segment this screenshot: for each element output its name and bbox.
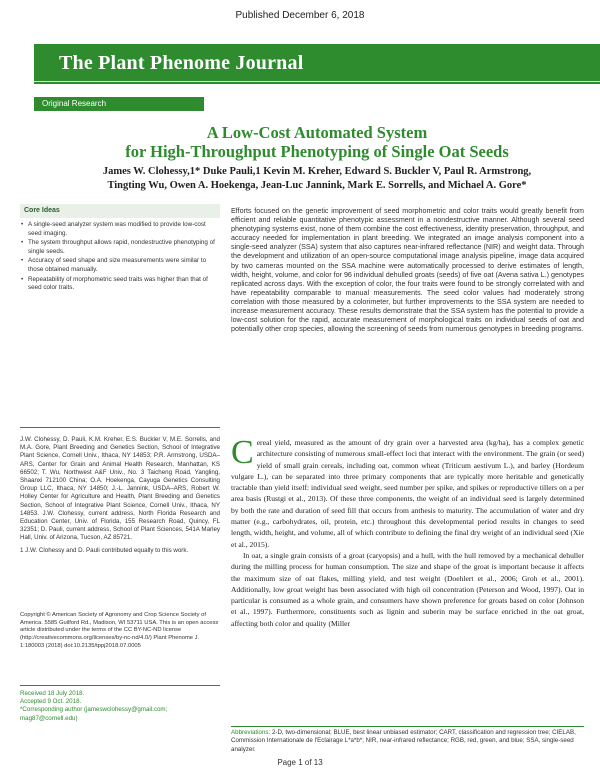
body-paragraph-2: In oat, a single grain consists of a groat (caryopsis) and a hull, with the hull removed by a mechanical dehuller during the milling process for human consumption. The size and shape of the groat is important because it affects the maximum size of oat flakes, milling yield, and test weight (Doehlert et al., 2006; Groh et al., 2001). Additionally, low groat weight has been associated with high oil concentration (Peterson and Wood, 1997). Oat in particular is consumed as a whole grain, and consumers have shown preference for groats based on color (Johnson et al., 1997). Furthermore, constituents such as lignin and suberin may be surface enriched in the oat groat, affecting both color and quality (Miller	[231, 550, 584, 628]
section-label: Original Research	[34, 97, 204, 111]
author-list	[34, 165, 600, 193]
core-idea-item: • The system throughput allows rapid, nondestructive phenotyping of single seeds.	[20, 239, 220, 256]
page-number: Page 1 of 13	[277, 758, 323, 767]
authors-line-1: James W. Clohessy,1* Duke Pauli,1 Kevin M. Kreher, Edward S. Buckler V, Paul R. Armstrong,	[102, 166, 532, 177]
core-ideas-heading: Core Ideas	[20, 204, 220, 218]
left-column-rule	[20, 427, 220, 428]
affiliations: J.W. Clohessy, D. Pauli, K.M. Kreher, E.S. Buckler V, M.E. Sorrells, and M.A. Gore, Plant Breeding and Genetics Section, School of Integrative Plant Science, Cornell Univ., Ithaca, NY 14853; P.R. Armstrong, USDA–ARS, Center for Grain and Animal Health Research, Manhattan, KS 66502; T. Wu, Northwest A&F Univ., No. 3 Taicheng Road, Yangling, Shaanxi 712100 China; O.A. Hoekenga, Cayuga Genetics Consulting Group LLC, Ithaca, NY 14850; J.-L. Jannink, USDA–ARS, Robert W. Holley Center for Agriculture and Health, Plant Breeding and Genetics Section, School of Integrative Plant Science, Cornell Univ., Ithaca, NY 14853. J.W. Clohessy, current address, North Florida Research and Education Center, Univ. of Florida, 155 Research Road, Quincy, FL 32351; D. Pauli, current address, School of Plant Sciences, 541A Marley Hall, Univ. of Arizona, Tucson, AZ 85721.	[20, 436, 220, 542]
article-title	[34, 123, 600, 161]
copyright-notice: Copyright © American Society of Agronomy and Crop Science Society of America. 5585 Guilford Rd., Madison, WI 53711 USA. This is an open access article distributed under the terms of the CC BY-NC-ND license (http://creativecommons.org/licenses/by-nc-nd/4.0/) Plant Phenome J. 1:180003 (2018) doi:10.2135/tppj2018.07.0005	[20, 612, 219, 649]
published-date: Published December 6, 2018	[235, 10, 365, 21]
authors-line-2: Tingting Wu, Owen A. Hoekenga, Jean-Luc Jannink, Mark E. Sorrells, and Michael A. Gore*	[107, 180, 527, 191]
equal-contribution-note: 1 J.W. Clohessy and D. Pauli contributed equally to this work.	[20, 547, 189, 554]
journal-title: The Plant Phenome Journal	[59, 52, 304, 74]
accepted-date: Accepted 9 Oct. 2018.	[20, 698, 82, 706]
abstract: Efforts focused on the genetic improvement of seed morphometric and color traits would greatly benefit from efficient and reliable quantitative phenotypic assessment in a nondestructive manner. Although several seed phenotyping systems exist, none of them combine the cost effectiveness, identity preservation, throughput, and accuracy needed for implementation in plant breeding. We integrated an image analysis component into a single-seed analyzer (SSA) system that also captures near-infrared reflectance (NIR) and weight data. Through the development and utilization of an open-source computational image analysis pipeline, image data acquired by two cameras mounted on the SSA machine were automatically processed to derive estimates of length, width, height, volume, and color for 96 individual dehulled groats (seeds) of five oat (Avena sativa L.) genotypes replicated across days. With the exception of color, the four traits were found to be strongly correlated with and have repeatability comparable to manual measurements. The seed color values had moderately strong correlation with those measured by a colorimeter, but further improvements to the SSA system are needed to increase measurement accuracy. These results demonstrate that the SSA system has the potential to provide a low-cost solution for the rapid, accurate measurement of morphological traits on individual seeds of oat and potentially other crop species, allowing the screening of seeds from numerous genotypes in breeding programs.	[231, 207, 584, 334]
abbreviations-text: 2-D, two-dimensional; BLUE, best linear unbiased estimator; CART, classification and regression tree; CIELAB, Commission Internationale de l'Eclairage L*a*b*; NIR, near-infrared reflectance; RGB, red, green, and blue; SSA, single-seed analyzer.	[231, 729, 576, 753]
banner-rule	[34, 81, 600, 82]
core-ideas-list	[20, 221, 220, 294]
article-body	[231, 434, 584, 629]
drop-cap: C	[231, 434, 254, 471]
title-line-1: A Low-Cost Automated System	[206, 123, 428, 142]
abbreviations-rule	[231, 726, 584, 727]
core-idea-item: • Accuracy of seed shape and size measurements were similar to those obtained manually.	[20, 257, 220, 274]
abbreviations-label: Abbreviations:	[231, 729, 271, 736]
core-idea-item: • Repeatability of morphometric seed traits was higher than that of seed color traits.	[20, 276, 220, 293]
abbreviations	[231, 729, 584, 754]
article-dates	[20, 690, 220, 723]
body-paragraph-1-text: ereal yield, measured as the amount of dry grain over a harvested area (kg/ha), has a complex genetic architecture consisting of numerous small-effect loci that interact with the environment. The grain (or seed) yield of small grain cereals, including oat, common wheat (Triticum aestivum L.), and barley (Hordeum vulgare L.), can be separated into three primary components that are typically more heritable and genetically tractable than yield itself: individual seed weight, seed number per spike, and spikes or reproductive tillers on a per area basis (Rustgi et al., 2013). Of these three components, the weight of an individual seed is largely determined by both the rate and duration of seed fill that occurs from anthesis to maturity. The accumulation of water and dry matter (e.g., carbohydrates, oil, protein, etc.) throughout this developmental period results in changes to seed length, width, height, and volume, all of which contribute to defining the final dry weight of an individual seed (Xie et al., 2015).	[231, 438, 584, 549]
journal-banner	[34, 44, 600, 84]
corresponding-author: *Corresponding author (jameswclohessy@gmail.com; mag87@cornell.edu)	[20, 706, 168, 722]
core-idea-item: • A single-seed analyzer system was modified to provide low-cost seed imaging.	[20, 221, 220, 238]
left-column-rule-2	[20, 685, 220, 686]
received-date: Received 18 July 2018.	[20, 690, 85, 697]
body-paragraph-1	[231, 434, 584, 550]
title-line-2: for High-Throughput Phenotyping of Single Oat Seeds	[125, 142, 509, 161]
